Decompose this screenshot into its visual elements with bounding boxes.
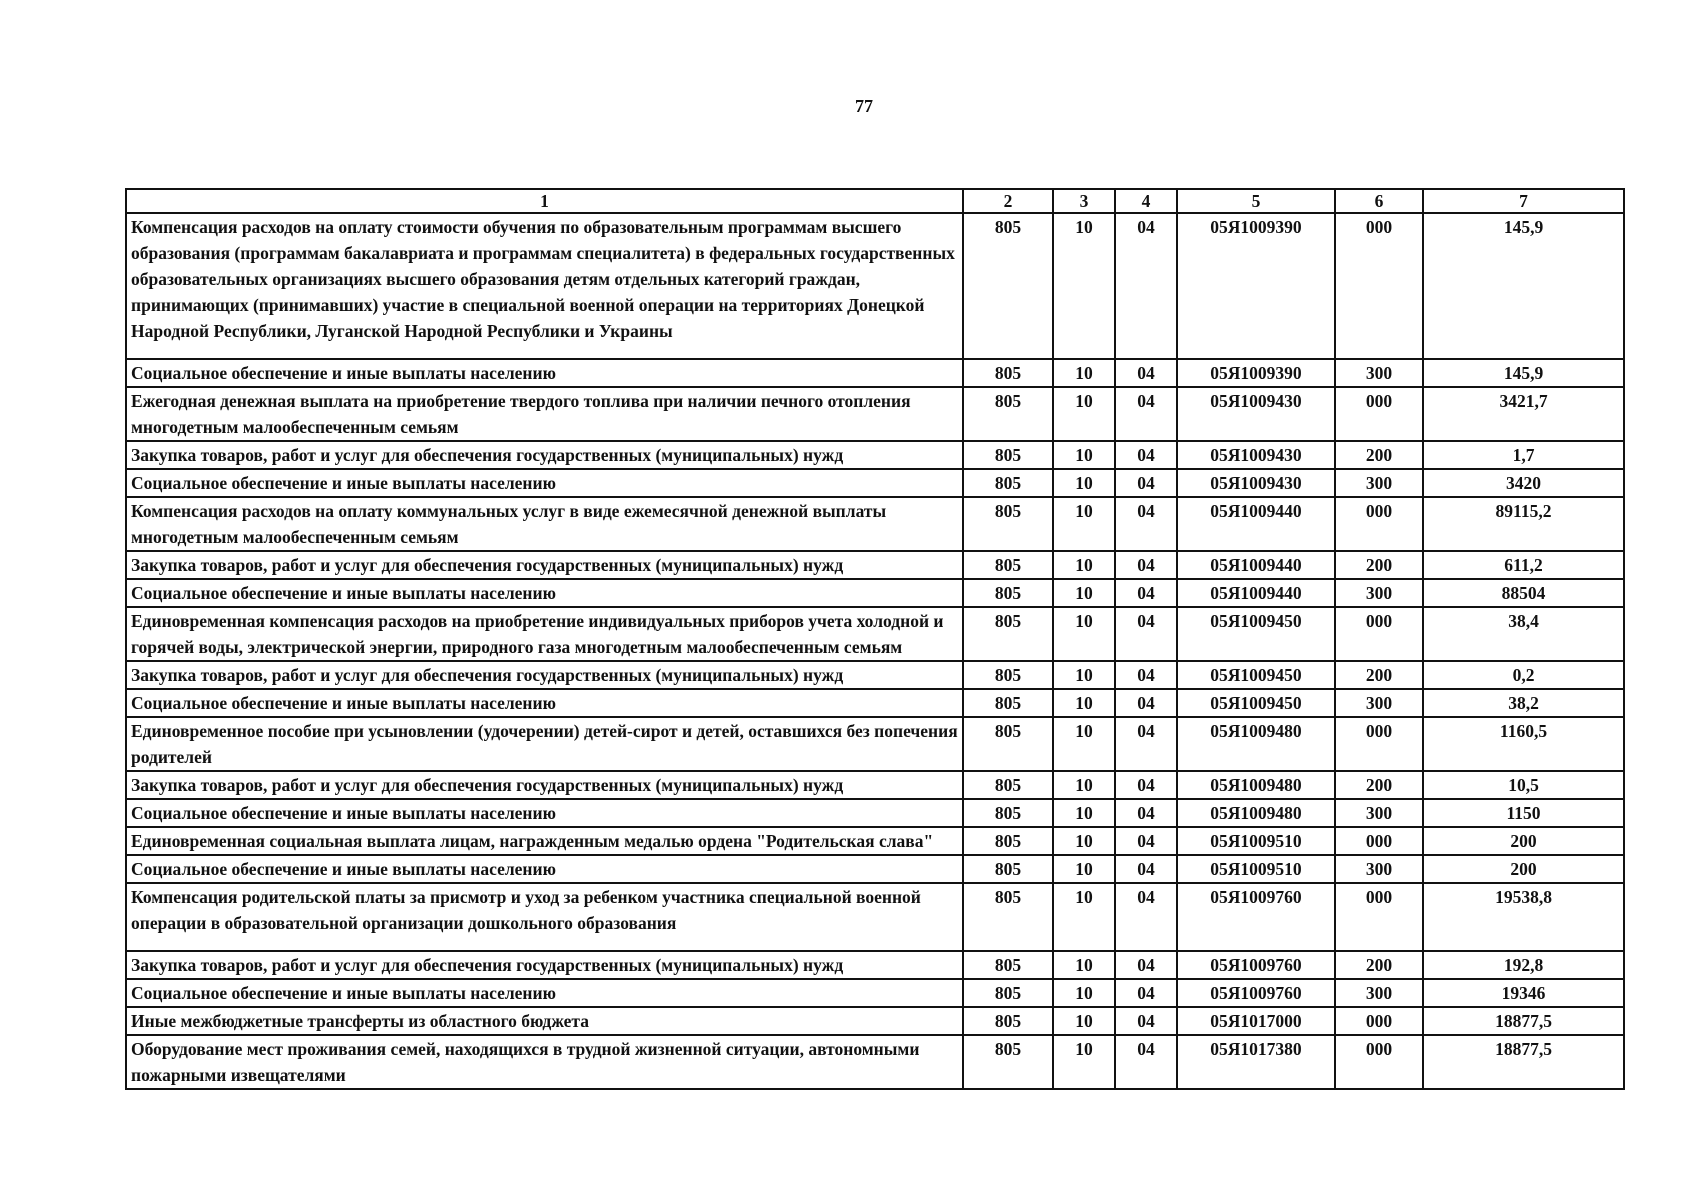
amount-cell: 10,5 xyxy=(1423,771,1624,799)
table-row xyxy=(126,827,1624,855)
target-article-cell: 05Я1009450 xyxy=(1177,607,1335,661)
section-cell: 10 xyxy=(1053,661,1115,689)
amount-cell: 145,9 xyxy=(1423,359,1624,387)
table-row xyxy=(126,1007,1624,1035)
section-cell: 10 xyxy=(1053,771,1115,799)
amount-cell: 1160,5 xyxy=(1423,717,1624,771)
section-cell: 10 xyxy=(1053,469,1115,497)
amount-cell: 0,2 xyxy=(1423,661,1624,689)
target-article-cell: 05Я1017380 xyxy=(1177,1035,1335,1089)
section-cell: 10 xyxy=(1053,689,1115,717)
section-cell: 10 xyxy=(1053,387,1115,441)
header-row xyxy=(126,189,1624,213)
expense-type-cell: 000 xyxy=(1335,607,1423,661)
subsection-cell: 04 xyxy=(1115,579,1177,607)
expense-type-cell: 000 xyxy=(1335,827,1423,855)
table-row xyxy=(126,551,1624,579)
target-article-cell: 05Я1009480 xyxy=(1177,717,1335,771)
table-row xyxy=(126,607,1624,661)
code-cell: 805 xyxy=(963,771,1053,799)
section-cell: 10 xyxy=(1053,213,1115,359)
code-cell: 805 xyxy=(963,579,1053,607)
expense-type-cell: 200 xyxy=(1335,771,1423,799)
code-cell: 805 xyxy=(963,1035,1053,1089)
subsection-cell: 04 xyxy=(1115,827,1177,855)
row-name-cell: Компенсация расходов на оплату коммунальных услуг в виде ежемесячной денежной выплаты многодетным малообеспеченным семьям xyxy=(126,497,963,551)
table-row xyxy=(126,579,1624,607)
code-cell: 805 xyxy=(963,799,1053,827)
expense-type-cell: 300 xyxy=(1335,689,1423,717)
row-name-cell: Социальное обеспечение и иные выплаты населению xyxy=(126,799,963,827)
section-cell: 10 xyxy=(1053,441,1115,469)
expense-type-cell: 000 xyxy=(1335,387,1423,441)
amount-cell: 18877,5 xyxy=(1423,1035,1624,1089)
column-header: 3 xyxy=(1053,189,1115,213)
table-row xyxy=(126,359,1624,387)
table-row xyxy=(126,661,1624,689)
code-cell: 805 xyxy=(963,607,1053,661)
row-name-cell: Компенсация родительской платы за присмотр и уход за ребенком участника специальной военной операции в образовательной организации дошкольного образования xyxy=(126,883,963,951)
subsection-cell: 04 xyxy=(1115,441,1177,469)
code-cell: 805 xyxy=(963,855,1053,883)
section-cell: 10 xyxy=(1053,827,1115,855)
table-row xyxy=(126,771,1624,799)
table-row xyxy=(126,689,1624,717)
row-name-cell: Иные межбюджетные трансферты из областного бюджета xyxy=(126,1007,963,1035)
code-cell: 805 xyxy=(963,827,1053,855)
table-row xyxy=(126,883,1624,951)
section-cell: 10 xyxy=(1053,979,1115,1007)
row-name-cell: Компенсация расходов на оплату стоимости обучения по образовательным программам высшего образования (программам бакалавриата и программам специалитета) в федеральных государственных образовательных организациях высшего образования детям отдельных категорий граждан, принимающих (принимавших) участие в специальной военной операции на территориях Донецкой Народной Республики, Луганской Народной Республики и Украины xyxy=(126,213,963,359)
target-article-cell: 05Я1009510 xyxy=(1177,827,1335,855)
table-row xyxy=(126,213,1624,359)
target-article-cell: 05Я1009430 xyxy=(1177,441,1335,469)
section-cell: 10 xyxy=(1053,579,1115,607)
subsection-cell: 04 xyxy=(1115,799,1177,827)
subsection-cell: 04 xyxy=(1115,607,1177,661)
amount-cell: 3421,7 xyxy=(1423,387,1624,441)
row-name-cell: Единовременная социальная выплата лицам, награжденным медалью ордена "Родительская слава" xyxy=(126,827,963,855)
table-row xyxy=(126,799,1624,827)
amount-cell: 192,8 xyxy=(1423,951,1624,979)
row-name-cell: Закупка товаров, работ и услуг для обеспечения государственных (муниципальных) нужд xyxy=(126,441,963,469)
target-article-cell: 05Я1009760 xyxy=(1177,979,1335,1007)
target-article-cell: 05Я1009760 xyxy=(1177,883,1335,951)
amount-cell: 19346 xyxy=(1423,979,1624,1007)
subsection-cell: 04 xyxy=(1115,771,1177,799)
target-article-cell: 05Я1009440 xyxy=(1177,579,1335,607)
code-cell: 805 xyxy=(963,497,1053,551)
amount-cell: 19538,8 xyxy=(1423,883,1624,951)
expense-type-cell: 200 xyxy=(1335,661,1423,689)
code-cell: 805 xyxy=(963,359,1053,387)
code-cell: 805 xyxy=(963,441,1053,469)
target-article-cell: 05Я1009440 xyxy=(1177,497,1335,551)
expense-type-cell: 000 xyxy=(1335,1035,1423,1089)
code-cell: 805 xyxy=(963,717,1053,771)
row-name-cell: Закупка товаров, работ и услуг для обеспечения государственных (муниципальных) нужд xyxy=(126,661,963,689)
subsection-cell: 04 xyxy=(1115,661,1177,689)
section-cell: 10 xyxy=(1053,951,1115,979)
section-cell: 10 xyxy=(1053,799,1115,827)
table-row xyxy=(126,717,1624,771)
target-article-cell: 05Я1009390 xyxy=(1177,213,1335,359)
row-name-cell: Социальное обеспечение и иные выплаты населению xyxy=(126,579,963,607)
code-cell: 805 xyxy=(963,661,1053,689)
amount-cell: 1150 xyxy=(1423,799,1624,827)
target-article-cell: 05Я1009430 xyxy=(1177,469,1335,497)
code-cell: 805 xyxy=(963,469,1053,497)
table-body xyxy=(126,213,1624,1089)
expense-type-cell: 300 xyxy=(1335,979,1423,1007)
expense-type-cell: 000 xyxy=(1335,717,1423,771)
column-header: 4 xyxy=(1115,189,1177,213)
expense-type-cell: 300 xyxy=(1335,359,1423,387)
column-header: 1 xyxy=(126,189,963,213)
target-article-cell: 05Я1009480 xyxy=(1177,771,1335,799)
table-row xyxy=(126,387,1624,441)
amount-cell: 200 xyxy=(1423,855,1624,883)
table-row xyxy=(126,979,1624,1007)
subsection-cell: 04 xyxy=(1115,359,1177,387)
budget-table xyxy=(125,188,1625,1090)
subsection-cell: 04 xyxy=(1115,855,1177,883)
expense-type-cell: 000 xyxy=(1335,883,1423,951)
subsection-cell: 04 xyxy=(1115,1035,1177,1089)
code-cell: 805 xyxy=(963,387,1053,441)
amount-cell: 3420 xyxy=(1423,469,1624,497)
amount-cell: 38,2 xyxy=(1423,689,1624,717)
subsection-cell: 04 xyxy=(1115,551,1177,579)
target-article-cell: 05Я1017000 xyxy=(1177,1007,1335,1035)
expense-type-cell: 000 xyxy=(1335,1007,1423,1035)
page-number: 77 xyxy=(855,96,873,116)
expense-type-cell: 200 xyxy=(1335,951,1423,979)
table-row xyxy=(126,855,1624,883)
expense-type-cell: 200 xyxy=(1335,441,1423,469)
expense-type-cell: 300 xyxy=(1335,799,1423,827)
table-row xyxy=(126,1035,1624,1089)
target-article-cell: 05Я1009450 xyxy=(1177,689,1335,717)
subsection-cell: 04 xyxy=(1115,213,1177,359)
subsection-cell: 04 xyxy=(1115,1007,1177,1035)
expense-type-cell: 200 xyxy=(1335,551,1423,579)
target-article-cell: 05Я1009480 xyxy=(1177,799,1335,827)
amount-cell: 18877,5 xyxy=(1423,1007,1624,1035)
code-cell: 805 xyxy=(963,551,1053,579)
expense-type-cell: 300 xyxy=(1335,855,1423,883)
amount-cell: 38,4 xyxy=(1423,607,1624,661)
table-row xyxy=(126,497,1624,551)
subsection-cell: 04 xyxy=(1115,979,1177,1007)
subsection-cell: 04 xyxy=(1115,689,1177,717)
row-name-cell: Социальное обеспечение и иные выплаты населению xyxy=(126,855,963,883)
expense-type-cell: 300 xyxy=(1335,469,1423,497)
subsection-cell: 04 xyxy=(1115,387,1177,441)
subsection-cell: 04 xyxy=(1115,951,1177,979)
target-article-cell: 05Я1009760 xyxy=(1177,951,1335,979)
row-name-cell: Социальное обеспечение и иные выплаты населению xyxy=(126,979,963,1007)
row-name-cell: Закупка товаров, работ и услуг для обеспечения государственных (муниципальных) нужд xyxy=(126,951,963,979)
expense-type-cell: 000 xyxy=(1335,497,1423,551)
section-cell: 10 xyxy=(1053,607,1115,661)
row-name-cell: Единовременное пособие при усыновлении (удочерении) детей-сирот и детей, оставшихся без попечения родителей xyxy=(126,717,963,771)
section-cell: 10 xyxy=(1053,359,1115,387)
expense-type-cell: 300 xyxy=(1335,579,1423,607)
subsection-cell: 04 xyxy=(1115,883,1177,951)
column-header: 6 xyxy=(1335,189,1423,213)
section-cell: 10 xyxy=(1053,883,1115,951)
column-header: 2 xyxy=(963,189,1053,213)
section-cell: 10 xyxy=(1053,717,1115,771)
section-cell: 10 xyxy=(1053,1007,1115,1035)
row-name-cell: Единовременная компенсация расходов на приобретение индивидуальных приборов учета холодной и горячей воды, электрической энергии, природного газа многодетным малообеспеченным семьям xyxy=(126,607,963,661)
code-cell: 805 xyxy=(963,689,1053,717)
section-cell: 10 xyxy=(1053,497,1115,551)
target-article-cell: 05Я1009510 xyxy=(1177,855,1335,883)
amount-cell: 611,2 xyxy=(1423,551,1624,579)
table-row xyxy=(126,441,1624,469)
subsection-cell: 04 xyxy=(1115,469,1177,497)
amount-cell: 1,7 xyxy=(1423,441,1624,469)
amount-cell: 200 xyxy=(1423,827,1624,855)
section-cell: 10 xyxy=(1053,855,1115,883)
row-name-cell: Закупка товаров, работ и услуг для обеспечения государственных (муниципальных) нужд xyxy=(126,551,963,579)
table-row xyxy=(126,469,1624,497)
row-name-cell: Социальное обеспечение и иные выплаты населению xyxy=(126,469,963,497)
row-name-cell: Социальное обеспечение и иные выплаты населению xyxy=(126,359,963,387)
code-cell: 805 xyxy=(963,883,1053,951)
column-header: 7 xyxy=(1423,189,1624,213)
subsection-cell: 04 xyxy=(1115,717,1177,771)
code-cell: 805 xyxy=(963,213,1053,359)
amount-cell: 89115,2 xyxy=(1423,497,1624,551)
table-row xyxy=(126,951,1624,979)
row-name-cell: Оборудование мест проживания семей, находящихся в трудной жизненной ситуации, автономными пожарными извещателями xyxy=(126,1035,963,1089)
target-article-cell: 05Я1009440 xyxy=(1177,551,1335,579)
code-cell: 805 xyxy=(963,979,1053,1007)
row-name-cell: Социальное обеспечение и иные выплаты населению xyxy=(126,689,963,717)
code-cell: 805 xyxy=(963,951,1053,979)
target-article-cell: 05Я1009450 xyxy=(1177,661,1335,689)
expense-type-cell: 000 xyxy=(1335,213,1423,359)
code-cell: 805 xyxy=(963,1007,1053,1035)
amount-cell: 145,9 xyxy=(1423,213,1624,359)
row-name-cell: Закупка товаров, работ и услуг для обеспечения государственных (муниципальных) нужд xyxy=(126,771,963,799)
amount-cell: 88504 xyxy=(1423,579,1624,607)
subsection-cell: 04 xyxy=(1115,497,1177,551)
section-cell: 10 xyxy=(1053,1035,1115,1089)
column-header: 5 xyxy=(1177,189,1335,213)
target-article-cell: 05Я1009430 xyxy=(1177,387,1335,441)
row-name-cell: Ежегодная денежная выплата на приобретение твердого топлива при наличии печного отопления многодетным малообеспеченным семьям xyxy=(126,387,963,441)
section-cell: 10 xyxy=(1053,551,1115,579)
target-article-cell: 05Я1009390 xyxy=(1177,359,1335,387)
